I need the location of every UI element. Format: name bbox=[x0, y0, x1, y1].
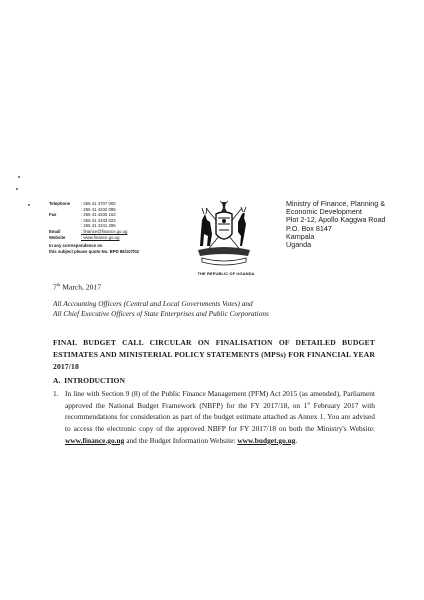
contact-row bbox=[49, 235, 189, 241]
reference-note bbox=[49, 243, 189, 254]
paragraph-part-2: February 2017 with recommendations for consideration as part of the budget estimate attached as Annex 1. You are advised to access the electronic copy of the approved NBFP for FY 2017/18 on both the Ministry's Website: bbox=[65, 400, 375, 434]
ministry-line: Ministry of Finance, Planning & bbox=[286, 199, 386, 208]
ministry-line: Uganda bbox=[286, 240, 312, 250]
paragraph-text bbox=[65, 388, 375, 447]
contact-label: Website bbox=[49, 234, 66, 240]
paragraph-1 bbox=[53, 388, 375, 447]
contact-link[interactable]: : www.finance.go.ug bbox=[81, 234, 120, 240]
contact-label: Telephone bbox=[49, 201, 71, 206]
paragraph-part-3: and the Budget Information Website: bbox=[124, 435, 238, 445]
coat-of-arms-icon bbox=[192, 200, 256, 266]
paragraph-part-1: In line with Section 9 (8) of the Public Finance Management (PFM) Act 2015 (as amended), Parliament approved the National Budget Framework (NBFP) for the FY 2017/18, on 1 bbox=[65, 389, 375, 410]
contact-value: : 256 41 4232 095 bbox=[81, 206, 116, 212]
addressee-line-2: All Chief Executive Officers of State Enterprises and Public Corporations bbox=[53, 309, 269, 319]
contact-value: : 256 41 4343 023 bbox=[81, 217, 116, 223]
contact-rows bbox=[49, 201, 189, 240]
letter-date bbox=[53, 282, 101, 292]
contact-value: : 256 41 4707 000 bbox=[81, 201, 116, 206]
date-month-year: March, 2017 bbox=[60, 282, 102, 292]
addressee-line-1: All Accounting Officers (Central and Local Governments Votes) and bbox=[53, 299, 253, 308]
paragraph-number: 1. bbox=[53, 389, 59, 398]
section-heading: A. INTRODUCTION bbox=[53, 376, 125, 385]
paragraph-end: . bbox=[295, 435, 298, 445]
ministry-line: Economic Development bbox=[286, 207, 362, 217]
ministry-address bbox=[286, 200, 406, 249]
ministry-line: Kampala bbox=[286, 231, 315, 241]
contact-value: : 256 41 4230 163 bbox=[81, 212, 116, 218]
scan-speck bbox=[28, 204, 30, 206]
budget-website-link[interactable]: www.budget.go.ug bbox=[237, 435, 296, 445]
scan-speck bbox=[16, 188, 18, 190]
contact-link[interactable]: : finance@finance.go.ug bbox=[81, 228, 128, 234]
contact-label: Email bbox=[49, 228, 61, 234]
date-day: 7 bbox=[53, 282, 57, 292]
ministry-line: Plot 2-12, Apollo Kaggwa Road bbox=[286, 215, 386, 225]
date-suffix: th bbox=[56, 282, 61, 287]
contact-block bbox=[49, 201, 189, 254]
reference-line-1: In any correspondence on bbox=[49, 243, 103, 249]
addressee-block bbox=[53, 299, 373, 319]
paragraph-superscript: st bbox=[307, 400, 311, 406]
republic-caption: THE REPUBLIC OF UGANDA bbox=[197, 271, 255, 276]
circular-title: FINAL BUDGET CALL CIRCULAR ON FINALISATION OF DETAILED BUDGET ESTIMATES AND MINISTERIAL POLICY STATEMENTS (MPSs) FOR FINANCIAL YEAR 2017/18 bbox=[53, 338, 375, 371]
ministry-line: P.O. Box 8147 bbox=[286, 223, 332, 233]
contact-value: : 256 41 4341 286 bbox=[81, 223, 116, 229]
reference-line-2: this subject please quote No. BPD 86/107/02 bbox=[49, 248, 140, 254]
scan-speck bbox=[18, 176, 20, 178]
contact-label: Fax bbox=[49, 212, 57, 218]
finance-website-link[interactable]: www.finance.go.ug bbox=[65, 435, 125, 445]
